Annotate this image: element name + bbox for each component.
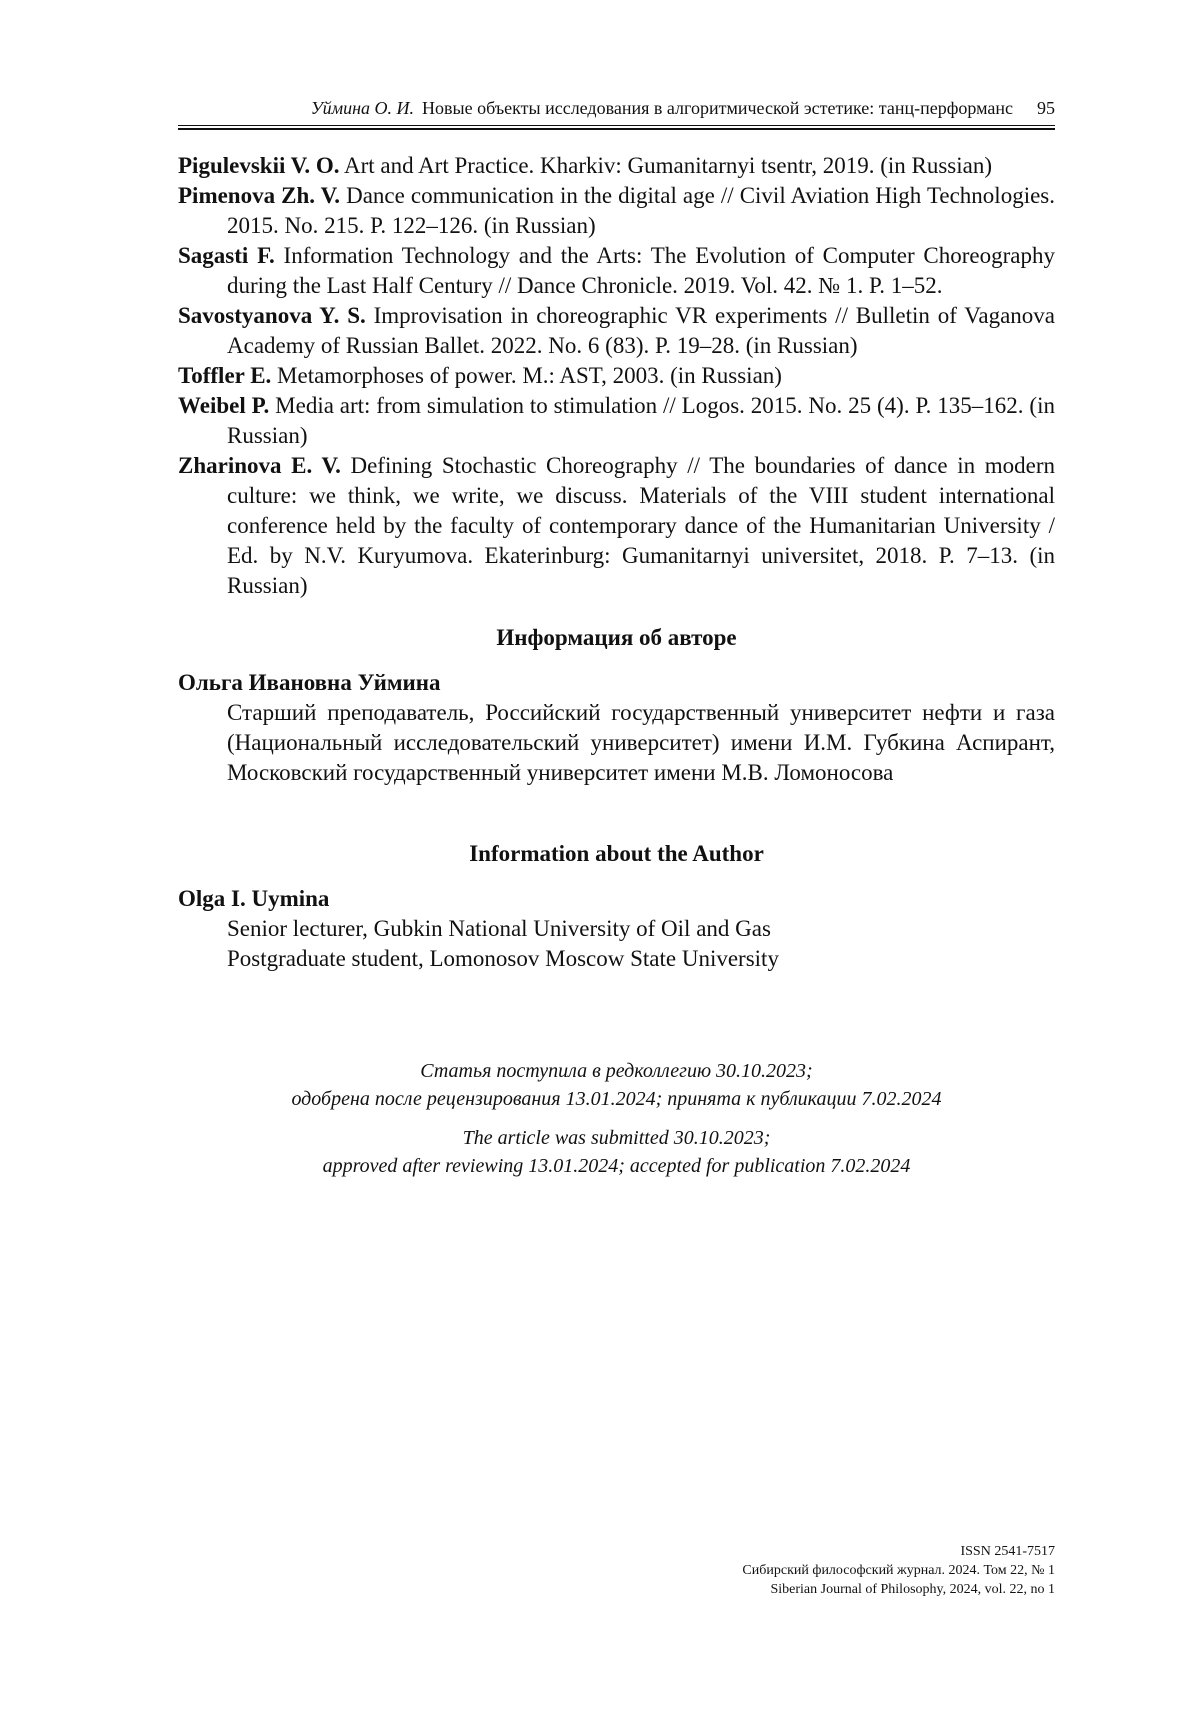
reference-text: Information Technology and the Arts: The Evolution of Computer Choreography during the Last Half Century // Dance Chronicle. 2019. Vol. 42. № 1. P. 1–52. [227,243,1056,298]
author-info-heading-ru: Информация об авторе [496,625,737,650]
footer-journal-en: Siberian Journal of Philosophy, 2024, vol. 22, no 1 [770,1582,1055,1597]
reference-text: Improvisation in choreographic VR experiments // Bulletin of Vaganova Academy of Russian Ballet. 2022. No. 6 (83). P. 19–28. (in Russian) [227,303,1055,358]
reference-author: Sagasti F. [178,243,275,268]
dates-en-line2: approved after reviewing 13.01.2024; accepted for publication 7.02.2024 [322,1155,911,1177]
dates-ru-line2: одобрена после рецензирования 13.01.2024; принята к публикации 7.02.2024 [291,1088,942,1110]
reference-text: Art and Art Practice. Kharkiv: Gumanitarnyi tsentr, 2019. (in Russian) [339,153,993,178]
reference-text: Dance communication in the digital age // Civil Aviation High Technologies. 2015. No. 215. P. 122–126. (in Russian) [227,183,1055,238]
footer-journal-ru: Сибирский философский журнал. 2024. Том 22, № 1 [742,1563,1055,1578]
reference-author: Zharinova E. V. [178,453,341,478]
footer-issn: ISSN 2541-7517 [960,1544,1055,1559]
author-info-heading-en: Information about the Author [469,841,764,866]
reference-item [178,391,1055,451]
reference-item [178,151,1055,181]
page-number: 95 [1037,98,1055,118]
reference-text: Defining Stochastic Choreography // The boundaries of dance in modern culture: we think, we write, we discuss. Materials of the VIII student international conference held by the faculty of contemporary dance of the Humanitarian University / Ed. by N.V. Kuryumova. Ekaterinburg: Gumanitarnyi universitet, 2018. P. 7–13. (in Russian) [227,453,1055,598]
reference-author: Pimenova Zh. V. [178,183,341,208]
running-head-author: Уймина О. И. [310,98,415,118]
author-name-en: Olga I. Uymina [178,886,330,911]
author-study-en: Postgraduate student, Lomonosov Moscow State University [227,946,779,971]
reference-text: Metamorphoses of power. M.: AST, 2003. (in Russian) [271,363,782,388]
reference-item [178,241,1055,301]
article-dates-ru [178,1057,1055,1113]
reference-text: Media art: from simulation to stimulation // Logos. 2015. No. 25 (4). P. 135–162. (in Russian) [227,393,1055,448]
journal-footer [742,1542,1055,1599]
dates-ru-line1: Статья поступила в редколлегию 30.10.2023; [420,1060,813,1082]
author-position-en: Senior lecturer, Gubkin National University of Oil and Gas [227,916,771,941]
author-name-ru: Ольга Ивановна Уймина [178,670,441,695]
running-head [178,96,1055,126]
article-dates-en [178,1124,1055,1180]
author-affiliation-ru: Старший преподаватель, Российский государственный университет нефти и газа (Национальный исследовательский университет) имени И.М. Губкина Аспирант, Московский государственный университет имени М.В. Ломоносова [227,700,1055,785]
running-head-title: Новые объекты исследования в алгоритмической эстетике: танц-перформанс [422,98,1013,118]
author-info-ru [178,668,1055,788]
reference-author: Savostyanova Y. S. [178,303,366,328]
dates-en-line1: The article was submitted 30.10.2023; [462,1127,771,1149]
reference-item [178,361,1055,391]
reference-list [178,151,1055,601]
reference-item [178,301,1055,361]
reference-item [178,181,1055,241]
reference-author: Toffler E. [178,363,272,388]
author-info-en [178,884,1055,974]
reference-item [178,451,1055,601]
reference-author: Pigulevskii V. O. [178,153,340,178]
reference-author: Weibel P. [178,393,270,418]
